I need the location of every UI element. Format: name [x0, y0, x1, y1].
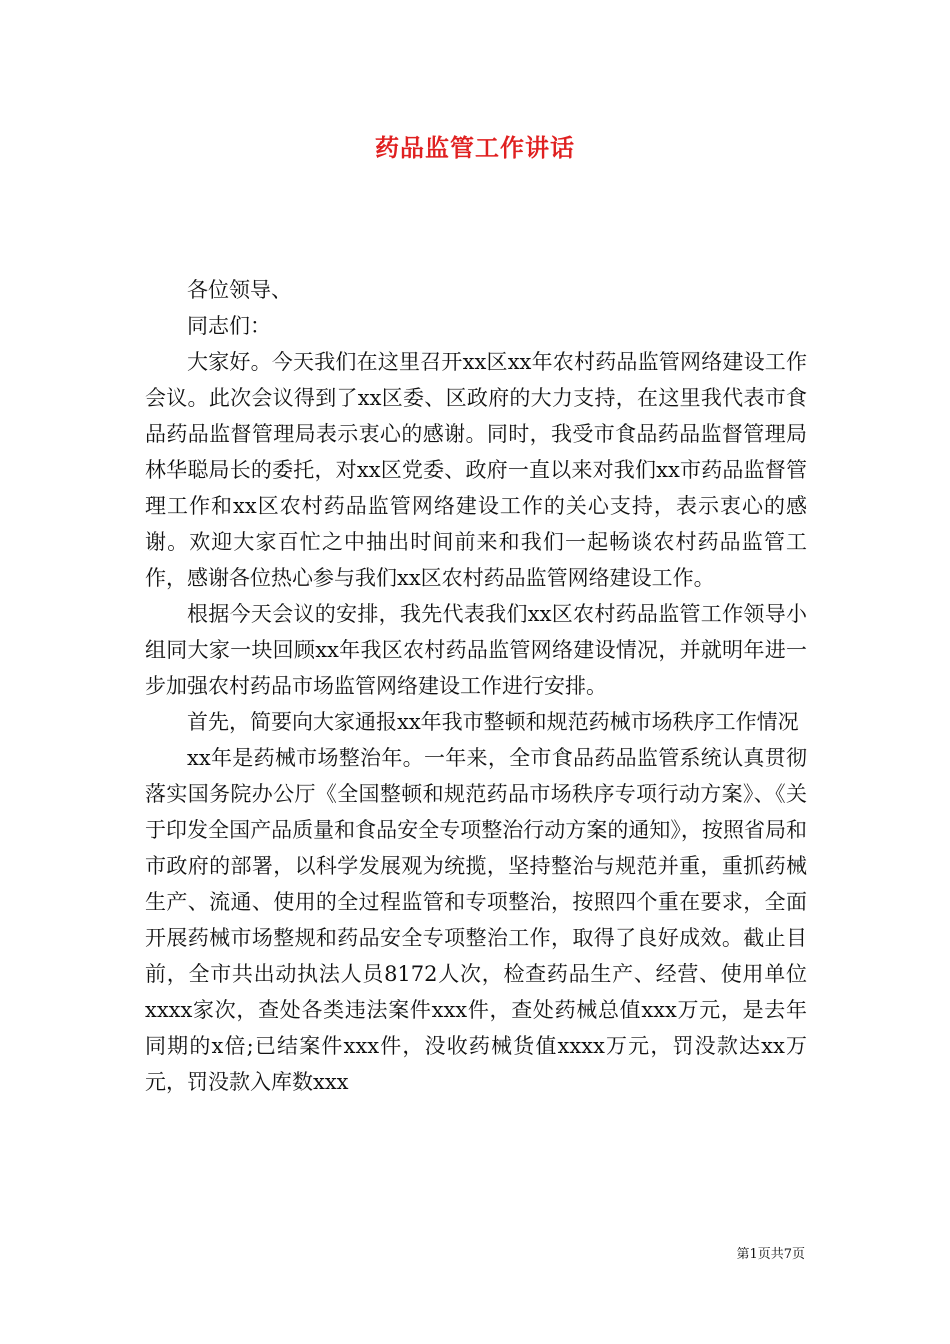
- paragraph-first-point: 首先，简要向大家通报xx年我市整顿和规范药械市场秩序工作情况: [187, 710, 799, 734]
- paragraph-agenda: 根据今天会议的安排，我先代表我们xx区农村药品监管工作领导小组同大家一块回顾xx年我区农村药品监管网络建设情况，并就明年进一步加强农村药品市场监管网络建设工作进行安排。: [145, 602, 807, 698]
- salutation-leaders: 各位领导、: [187, 278, 292, 302]
- document-title: 药品监管工作讲话: [375, 133, 575, 162]
- paragraph-greeting: 大家好。今天我们在这里召开xx区xx年农村药品监管网络建设工作会议。此次会议得到了xx区委、区政府的大力支持，在这里我代表市食品药品监督管理局表示衷心的感谢。同时，我受市食品药品监督管理局林华聪局长的委托，对xx区党委、政府一直以来对我们xx市药品监督管理工作和xx区农村药品监管网络建设工作的关心支持，表示衷心的感谢。欢迎大家百忙之中抽出时间前来和我们一起畅谈农村药品监管工作，感谢各位热心参与我们xx区农村药品监管网络建设工作。: [145, 350, 807, 590]
- document-body: [145, 272, 807, 1100]
- salutation-comrades: 同志们：: [187, 314, 271, 338]
- paragraph-market-rectification: xx年是药械市场整治年。一年来，全市食品药品监管系统认真贯彻落实国务院办公厅《全国整顿和规范药品市场秩序专项行动方案》、《关于印发全国产品质量和食品安全专项整治行动方案的通知》，按照省局和市政府的部署，以科学发展观为统揽，坚持整治与规范并重，重抓药械生产、流通、使用的全过程监管和专项整治，按照四个重在要求，全面开展药械市场整规和药品安全专项整治工作，取得了良好成效。截止目前，全市共出动执法人员8172人次，检查药品生产、经营、使用单位xxxx家次，查处各类违法案件xxx件，查处药械总值xxx万元，是去年同期的x倍;已结案件xxx件，没收药械货值xxxx万元，罚没款达xx万元，罚没款入库数xxx: [145, 746, 807, 1094]
- page-number: 第1页共7页: [736, 1247, 805, 1262]
